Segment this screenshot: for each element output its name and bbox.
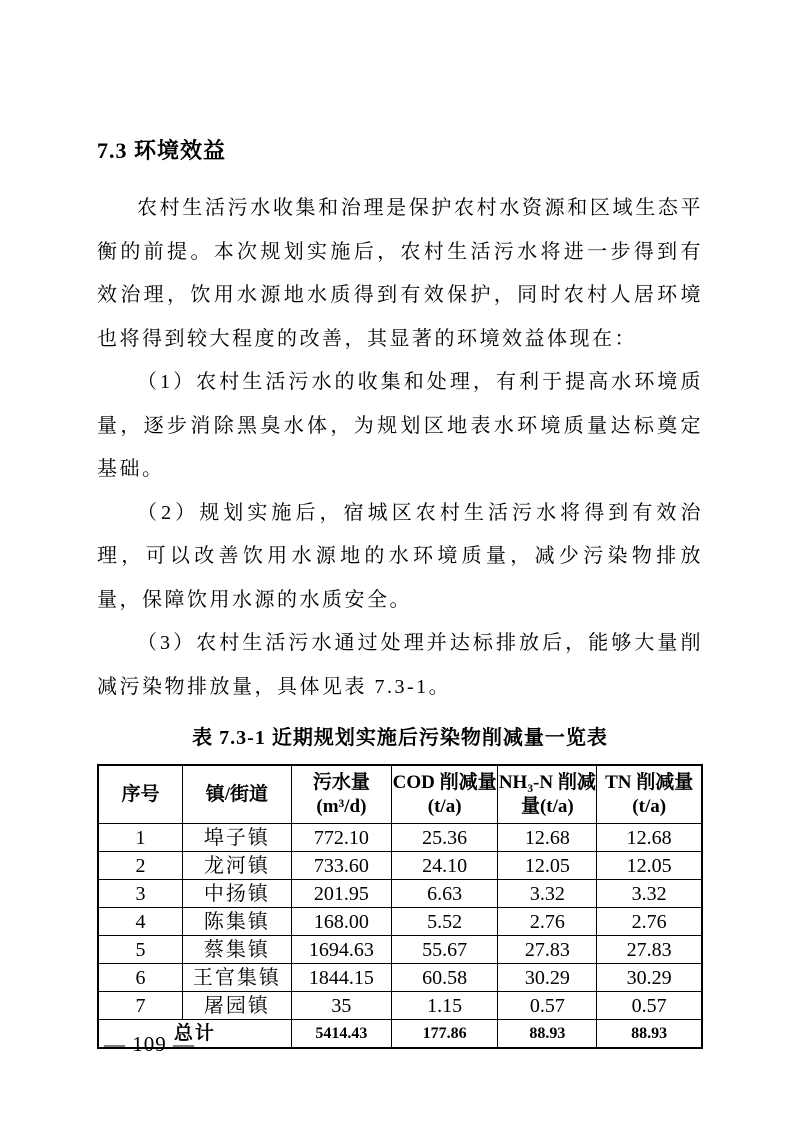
table-cell-tn: 27.83 <box>597 936 702 964</box>
table-cell-index: 3 <box>98 880 183 908</box>
table-cell-town: 龙河镇 <box>183 852 292 880</box>
header-cell-sewage-volume <box>291 765 391 824</box>
table-cell-index: 1 <box>98 824 183 852</box>
table-cell-town: 王官集镇 <box>183 964 292 992</box>
table-cell-index: 5 <box>98 936 183 964</box>
table-cell-tn: 0.57 <box>597 992 702 1020</box>
total-volume-cell: 5414.43 <box>291 1020 391 1049</box>
header-cell-index <box>98 765 183 824</box>
table-header-row <box>98 765 702 824</box>
pollutant-reduction-table <box>97 764 703 1049</box>
section-heading: 7.3 环境效益 <box>97 138 227 163</box>
table-cell-index: 2 <box>98 852 183 880</box>
page-number: — 109 — <box>104 1032 195 1056</box>
header-cell-cod <box>392 765 498 824</box>
header-line: 镇/街道 <box>205 783 269 805</box>
table-caption: 表 7.3-1 近期规划实施后污染物削减量一览表 <box>192 727 608 749</box>
table-cell-tn: 3.32 <box>597 880 702 908</box>
total-nh3n-cell: 88.93 <box>498 1020 597 1049</box>
table-cell-cod: 24.10 <box>392 852 498 880</box>
header-line: TN 削减量 <box>605 771 694 793</box>
header-cell-tn <box>597 765 702 824</box>
table-cell-volume: 201.95 <box>291 880 391 908</box>
table-cell-town: 埠子镇 <box>183 824 292 852</box>
body-paragraph-intro: 农村生活污水收集和治理是保护农村水资源和区域生态平衡的前提。本次规划实施后，农村生活污水将进一步得到有效治理，饮用水源地水质得到有效保护，同时农村人居环境也将得到较大程度的改善，其显著的环境效益体现在： <box>97 197 703 350</box>
body-paragraph-point3: （3）农村生活污水通过处理并达标排放后，能够大量削减污染物排放量，具体见表 7.3-1。 <box>97 632 703 698</box>
total-tn-cell: 88.93 <box>597 1020 702 1049</box>
table-cell-nh3n: 2.76 <box>498 908 597 936</box>
table-cell-volume: 772.10 <box>291 824 391 852</box>
page-content <box>97 136 703 1049</box>
table-row <box>98 936 702 964</box>
header-line: (m³/d) <box>316 795 367 817</box>
table-cell-cod: 6.63 <box>392 880 498 908</box>
table-row <box>98 908 702 936</box>
table-cell-tn: 30.29 <box>597 964 702 992</box>
table-cell-cod: 1.15 <box>392 992 498 1020</box>
table-cell-nh3n: 12.68 <box>498 824 597 852</box>
table-row <box>98 880 702 908</box>
table-cell-nh3n: 3.32 <box>498 880 597 908</box>
header-line: (t/a) <box>427 795 462 817</box>
header-line: (t/a) <box>632 795 667 817</box>
header-cell-town <box>183 765 292 824</box>
table-cell-index: 7 <box>98 992 183 1020</box>
table-cell-cod: 60.58 <box>392 964 498 992</box>
table-cell-volume: 168.00 <box>291 908 391 936</box>
table-row <box>98 992 702 1020</box>
table-cell-cod: 5.52 <box>392 908 498 936</box>
table-cell-town: 蔡集镇 <box>183 936 292 964</box>
table-cell-town: 陈集镇 <box>183 908 292 936</box>
total-label-cell: 总计 <box>98 1020 291 1049</box>
table-cell-volume: 35 <box>291 992 391 1020</box>
table-row <box>98 964 702 992</box>
table-row <box>98 824 702 852</box>
table-row <box>98 852 702 880</box>
table-cell-volume: 1694.63 <box>291 936 391 964</box>
body-paragraph-point2: （2）规划实施后，宿城区农村生活污水将得到有效治理，可以改善饮用水源地的水环境质量，减少污染物排放量，保障饮用水源的水质安全。 <box>97 501 703 611</box>
header-cell-nh3n <box>498 765 597 824</box>
table-cell-index: 6 <box>98 964 183 992</box>
table-cell-nh3n: 12.05 <box>498 852 597 880</box>
table-cell-volume: 733.60 <box>291 852 391 880</box>
header-line: 污水量 <box>312 771 370 793</box>
table-cell-nh3n: 27.83 <box>498 936 597 964</box>
table-cell-town: 屠园镇 <box>183 992 292 1020</box>
table-cell-index: 4 <box>98 908 183 936</box>
table-cell-nh3n: 30.29 <box>498 964 597 992</box>
header-line: COD 削减量 <box>392 771 497 793</box>
table-cell-tn: 12.68 <box>597 824 702 852</box>
table-cell-tn: 2.76 <box>597 908 702 936</box>
table-cell-cod: 55.67 <box>392 936 498 964</box>
header-line: 序号 <box>121 783 160 805</box>
table-cell-town: 中扬镇 <box>183 880 292 908</box>
header-line: NH₃-N 削减 <box>498 771 596 793</box>
table-cell-nh3n: 0.57 <box>498 992 597 1020</box>
table-cell-volume: 1844.15 <box>291 964 391 992</box>
table-cell-cod: 25.36 <box>392 824 498 852</box>
table-cell-tn: 12.05 <box>597 852 702 880</box>
header-line: 量(t/a) <box>520 795 574 817</box>
total-cod-cell: 177.86 <box>392 1020 498 1049</box>
body-paragraph-point1: （1）农村生活污水的收集和处理，有利于提高水环境质量，逐步消除黑臭水体，为规划区地表水环境质量达标奠定基础。 <box>97 371 703 480</box>
